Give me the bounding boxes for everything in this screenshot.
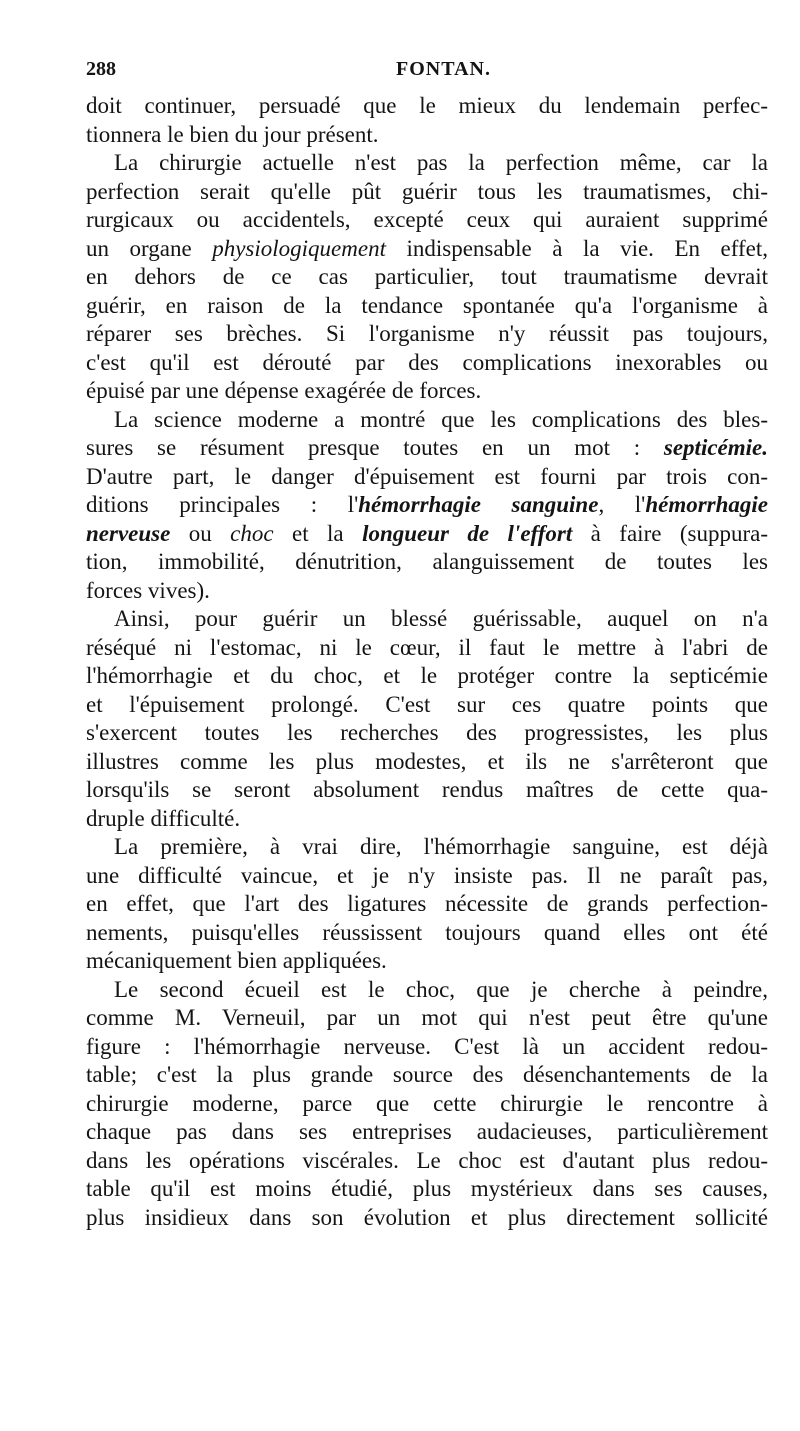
text-line: nements, puisqu'elles réussissent toujours quand elles ont été (86, 919, 768, 945)
paragraph-start-line: Le second écueil est le choc, que je cherche à peindre, (114, 976, 768, 1002)
text-line: dans les opérations viscérales. Le choc est d'autant plus redou- (86, 1147, 768, 1173)
text-line: une difficulté vaincue, et je n'y insiste pas. Il ne paraît pas, (86, 862, 768, 888)
text-line: mécaniquement bien appliquées. (86, 948, 387, 973)
italic-term: choc (230, 520, 274, 546)
text-fragment: , l' (598, 492, 646, 517)
text-fragment: à faire (suppura- (572, 520, 768, 546)
text-line: s'exercent toutes les recherches des progressistes, les plus (86, 720, 768, 745)
text-line: table; c'est la plus grande source des désenchantements de la (86, 1062, 768, 1087)
italic-term: longueur de l'effort (362, 520, 573, 546)
text-line (86, 235, 768, 264)
running-title: FONTAN. (396, 58, 491, 80)
text-line: chirurgie moderne, parce que cette chirurgie le rencontre à (86, 1090, 768, 1116)
text-line: en dehors de ce cas particulier, tout traumatisme devrait (86, 264, 768, 289)
text-line (86, 434, 768, 463)
text-line: plus insidieux dans son évolution et plus directement sollicité (86, 1204, 768, 1230)
body-text (86, 92, 768, 1232)
paragraph-start-line: La science moderne a montré que les complications des bles- (114, 406, 768, 432)
text-fragment: ou (170, 520, 231, 546)
text-fragment: indispensable à la vie. En effet, (385, 235, 768, 261)
text-line: guérir, en raison de la tendance spontanée qu'a l'organisme à (86, 292, 768, 318)
text-line: épuisé par une dépense exagérée de forces. (86, 378, 482, 403)
text-fragment: un organe (86, 235, 213, 261)
text-line: tionnera le bien du jour présent. (86, 121, 379, 147)
italic-term: nerveuse (86, 520, 171, 546)
text-line: comme M. Verneuil, par un mot qui n'est peut être qu'une (86, 1005, 768, 1030)
running-head (86, 58, 768, 86)
text-line: l'hémorrhagie et du choc, et le protéger contre la septicémie (86, 663, 768, 688)
text-fragment: sures se résument presque toutes en un mot : (86, 435, 664, 460)
paragraph-start-line: La première, à vrai dire, l'hémorrhagie sanguine, est déjà (114, 834, 768, 859)
text-line: réparer ses brèches. Si l'organisme n'y réussit pas toujours, (86, 321, 768, 346)
text-line: table qu'il est moins étudié, plus mystérieux dans ses causes, (86, 1176, 768, 1201)
text-fragment: et la (273, 520, 363, 546)
text-line: illustres comme les plus modestes, et ils ne s'arrêteront que (86, 748, 768, 774)
paragraph-start-line: La chirurgie actuelle n'est pas la perfection même, car la (114, 150, 768, 175)
text-line: D'autre part, le danger d'épuisement est fourni par trois con- (86, 463, 768, 489)
text-line (86, 520, 768, 549)
page-number: 288 (86, 58, 116, 80)
text-line (86, 491, 768, 520)
text-line: chaque pas dans ses entreprises audacieuses, particulièrement (86, 1119, 768, 1144)
text-line: et l'épuisement prolongé. C'est sur ces quatre points que (86, 691, 768, 717)
italic-term: physiologiquement (212, 235, 386, 261)
paragraph-start-line: Ainsi, pour guérir un blessé guérissable, auquel on n'a (114, 606, 768, 631)
text-line: c'est qu'il est dérouté par des complications inexorables ou (86, 349, 768, 375)
italic-term: hémorrhagie (645, 492, 768, 517)
text-line: doit continuer, persuadé que le mieux du lendemain perfec- (86, 93, 768, 118)
italic-term: hémorrhagie sanguine (358, 492, 599, 517)
text-line: perfection serait qu'elle pût guérir tous les traumatismes, chi- (86, 178, 768, 204)
text-line: en effet, que l'art des ligatures nécessite de grands perfection- (86, 891, 768, 916)
text-line: réséqué ni l'estomac, ni le cœur, il faut le mettre à l'abri de (86, 634, 768, 660)
text-line: tion, immobilité, dénutrition, alanguissement de toutes les (86, 549, 768, 574)
text-line: figure : l'hémorrhagie nerveuse. C'est là un accident redou- (86, 1033, 768, 1059)
text-line: druple difficulté. (86, 805, 241, 831)
italic-term: septicémie. (663, 435, 768, 460)
text-line: rurgicaux ou accidentels, excepté ceux qui auraient supprimé (86, 207, 768, 232)
text-fragment: ditions principales : l' (86, 492, 359, 517)
text-line: lorsqu'ils se seront absolument rendus maîtres de cette qua- (86, 777, 768, 802)
text-line: forces vives). (86, 577, 210, 603)
